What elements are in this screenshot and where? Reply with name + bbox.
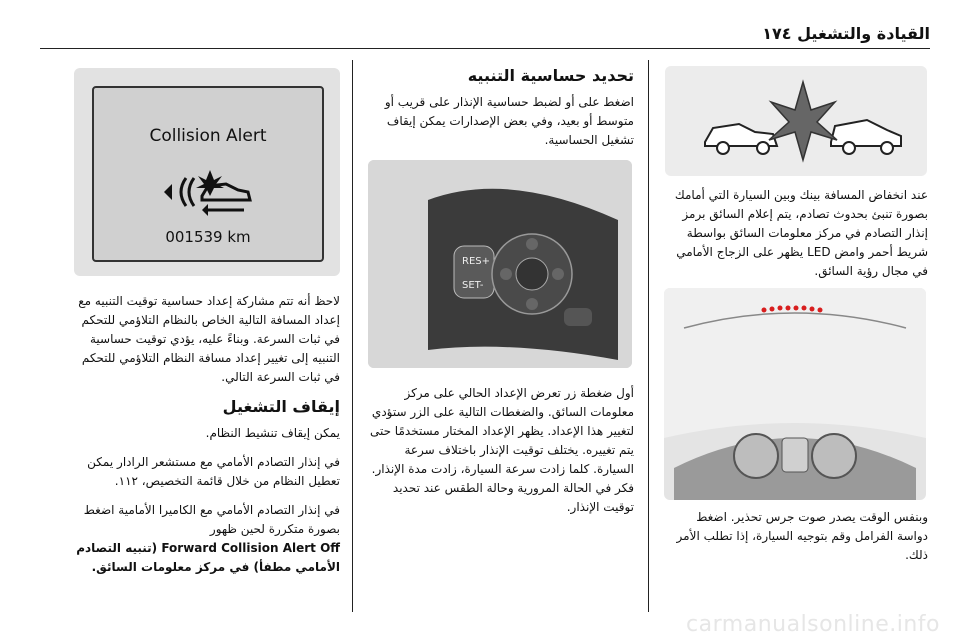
middle-column-text [368,66,634,160]
cluster-display [92,86,324,262]
windshield-illustration [664,288,926,500]
steering-wheel-buttons-icon [368,160,632,368]
collision-illustration [665,66,927,176]
left-paragraph-5: Forward Collision Alert Off (تنبيه التصادم الأمامي مطفأ) في مركز معلومات السائق. [76,541,340,574]
svg-text:SET-: SET- [462,280,484,291]
windshield-led-icon [664,288,926,500]
display-illustration [74,68,340,276]
left-paragraph-4: في إنذار التصادم الأمامي مع الكاميرا الأمامية اضغط بصورة متكررة لحين ظهور [83,503,340,536]
steering-controls-illustration [368,160,632,368]
right-paragraph-2: وبنفس الوقت يصدر صوت جرس تحذير. اضغط دواسة الفرامل وقم بتوجيه السيارة، إذا تطلب الأمر ذلك. [676,510,928,562]
display-odometer: 001539 km [165,228,251,246]
middle-column-text-2 [368,384,634,527]
left-paragraph-3: في إنذار التصادم الأمامي مع مستشعر الرادار يمكن تعطيل النظام من خلال قائمة التخصيص، ١١٢. [87,455,340,488]
display-title: Collision Alert [149,126,267,146]
middle-paragraph-2: أول ضغطة زر تعرض الإعداد الحالي على مركز معلومات السائق. والضغطات التالية على الزر ستؤدي لتغيير هذا الإعداد. يظهر الإعداد المختار مستخدمًا حتى يتم تغييره. يختلف توقيت الإنذار باختلاف سرعة السيارة. كلما زادت سرعة السيارة، زادت مدة الإنذار. فكر في الحالة المرورية وحالة الطقس عند تحديد توقيت الإنذار. [369,386,634,514]
left-paragraph-1: لاحظ أنه تتم مشاركة إعداد حساسية توقيت التنبيه مع إعداد المسافة التالية الخاص بالنظام التلاؤمي للتحكم في ثبات السرعة. وبناءً عليه، يؤدي توقيت حساسية التنبيه إلى تغيير إعداد مسافة النظام التلاؤمي للتحكم في ثبات السرعة التالي. [78,294,340,384]
page-title: القيادة والتشغيل ١٧٤ [762,24,930,43]
left-column-text [74,292,340,587]
svg-text:RES+: RES+ [462,256,490,267]
deactivation-heading: إيقاف التشغيل [222,397,340,416]
right-paragraph-1: عند انخفاض المسافة بينك وبين السيارة التي أمامك بصورة تنبئ بحدوث تصادم، يتم إعلام السائق برمز إنذار التصادم في مركز معلومات السائق بواسطة شريط أحمر وامض LED يظهر على الزجاج الأمامي في مجال رؤية السائق. [674,188,928,278]
header-rule [40,48,930,49]
collision-alert-icon [158,166,258,218]
column-divider-right [648,60,649,612]
left-paragraph-2: يمكن إيقاف تنشيط النظام. [205,426,340,440]
watermark: carmanualsonline.info [686,612,940,637]
sensitivity-heading: تحديد حساسية التنبيه [467,66,634,85]
column-divider-left [352,60,353,612]
collision-cars-icon [665,66,927,176]
right-column-text-2 [662,508,928,575]
middle-paragraph-1: اضغط على أو لضبط حساسية الإنذار على قريب أو متوسط أو بعيد، وفي بعض الإصدارات يمكن إيقاف تشغيل الحساسية. [384,95,634,147]
page-header [0,0,960,50]
right-column-text [662,186,928,291]
